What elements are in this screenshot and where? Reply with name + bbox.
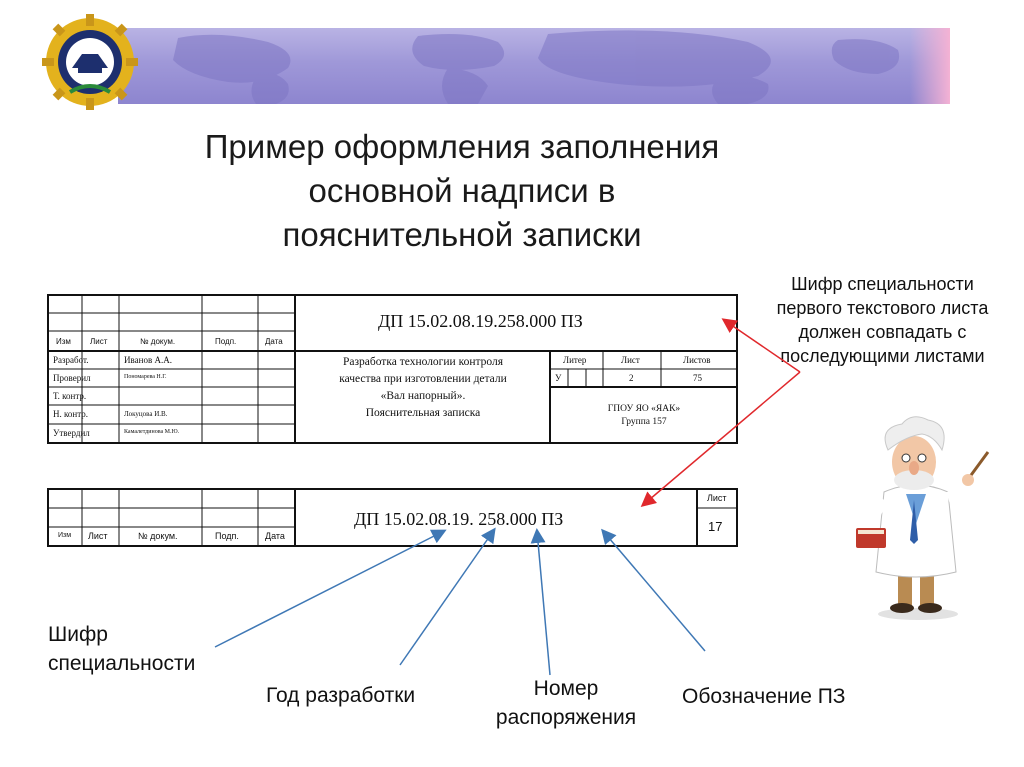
next-header-signature: Подп. xyxy=(215,531,239,541)
next-header-izm: Изм xyxy=(58,532,72,539)
red-arrow-bottom xyxy=(643,372,800,505)
next-header-list: Лист xyxy=(88,531,108,541)
sheets-total-label: Листов xyxy=(683,355,711,365)
label-pz-designation: Обозначение ПЗ xyxy=(682,685,846,708)
arrow-specialty xyxy=(215,531,444,647)
arrow-year xyxy=(400,530,494,665)
professor-with-pointer-illustration xyxy=(840,410,990,620)
role-tech-control: Т. контр. xyxy=(53,391,87,401)
sheets-total-value: 75 xyxy=(693,373,702,383)
header-doc-number: № докум. xyxy=(140,337,176,346)
next-document-code: ДП 15.02.08.19. 258.000 ПЗ xyxy=(354,509,564,529)
side-note: Шифр специальности первого текстового листа должен совпадать с последующими листами xyxy=(776,274,989,366)
document-description: Разработка технологии контроля качества при изготовлении детали «Вал напорный». Пояснительная записка xyxy=(339,356,507,419)
label-development-year: Год разработки xyxy=(266,684,416,707)
title-line-3: пояснительной записки xyxy=(282,216,642,253)
name-approver: Камалетдинова М.Ю. xyxy=(124,429,180,435)
arrow-designation xyxy=(603,531,705,651)
sheet-value: 2 xyxy=(629,373,634,383)
next-header-doc-number: № докум. xyxy=(138,531,178,541)
role-approver: Утвердил xyxy=(53,428,90,438)
liter-value: У xyxy=(555,373,562,383)
label-order-number: Номер распоряжения xyxy=(495,677,637,729)
title-line-1: Пример оформления заполнения xyxy=(204,128,720,165)
role-developer: Разработ. xyxy=(53,355,89,365)
red-arrow-top xyxy=(724,320,800,372)
next-header-date: Дата xyxy=(265,531,285,541)
header-signature: Подп. xyxy=(215,337,237,346)
header-list: Лист xyxy=(90,337,108,346)
label-specialty-code: Шифр специальности xyxy=(48,623,196,675)
name-norm-control: Локуцова И.В. xyxy=(124,410,168,418)
liter-label: Литер xyxy=(563,355,587,365)
arrow-order xyxy=(537,531,550,675)
document-code: ДП 15.02.08.19.258.000 ПЗ xyxy=(378,311,583,331)
next-sheet-label: Лист xyxy=(707,493,727,503)
role-norm-control: Н. контр. xyxy=(53,409,89,419)
sheet-label: Лист xyxy=(621,355,640,365)
title-line-2: основной надписи в xyxy=(308,172,616,209)
next-sheet-value: 17 xyxy=(708,519,723,534)
organization: ГПОУ ЯО «ЯАК» Группа 157 xyxy=(607,404,681,427)
name-developer: Иванов А.А. xyxy=(124,355,172,365)
role-checker: Проверил xyxy=(53,373,91,383)
header-izm: Изм xyxy=(56,337,71,346)
header-date: Дата xyxy=(265,337,283,346)
name-checker: Пономарева Н.Г. xyxy=(124,374,167,380)
